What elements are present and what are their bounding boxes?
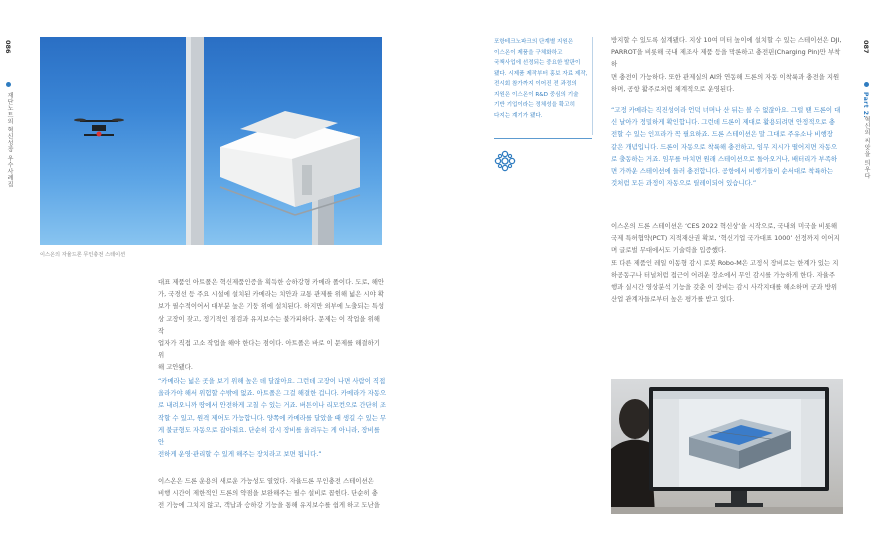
drone-station-photo [40, 37, 382, 245]
left-body-2: 이스온은 드론 운용의 새로운 가능성도 열었다. 자율드론 무인충전 스테이션은 비행 시간이 제한적인 드론의 약점을 보완해주는 필수 설비로 꼽힌다. 단순히 충 전 기능에 그치지 않고, 객납과 승하강 기능을 통해 유지보수를 쉽게 하고 도난을 [158, 477, 380, 510]
sidebar-quote-box [494, 37, 593, 135]
part-title: 혁신의 씨앗을 틔우다 [863, 116, 870, 180]
left-body-1: 대표 제품인 아트폴은 혁신제품인증을 획득한 승하강형 카메라 폴이다. 도로, 해안 가, 국경선 등 주요 시설에 설치된 카메라는 치안과 교통 관제를 위해 넓은 시야 확 보가 필수적이어서 대부분 높은 기둥 위에 설치된다. 하지만 외부에 노출되는 특성 상 고장이 잦고, 정기적인 점검과 유지보수는 불가피하다. 문제는 이 작업을 위해 작 업자가 직접 고소 작업을 해야 한다는 점이다. 아트폴은 바로 이 문제를 해결하기 위 해 고안됐다. [158, 278, 385, 372]
page-number-right: 087 [862, 40, 870, 54]
page-number-left: 086 [4, 40, 12, 54]
right-body-1: 방지할 수 있도록 설계됐다. 지상 10여 미터 높이에 설치할 수 있는 스테이션은 DJI, PARROT을 비롯해 국내 제조사 제품 등을 막론하고 충전핀(Charging Pin)만 부착하 면 충전이 가능하다. 또한 관제실의 AI와 연동해 드론의 자동 이착륙과 충전을 지원 하며, 공항 활주로처럼 체계적으로 운영된다. [611, 36, 842, 93]
sidebar-quote-text: 포항테크노파크의 단계별 지원은 이스온이 제품을 구체화하고 국책사업에 선정되는 중요한 발판이 됐다. 시제품 제작부터 홍보 자료 제작, 전시회 참가까지 이어진 전 과정의 지원은 이스온이 R&D 중심의 기술 기반 기업이라는 정체성을 확고히 다지는 계기가 됐다. [494, 39, 588, 119]
section-dot-left [6, 82, 11, 87]
running-title: 재단노트의 혁신성장 우수사례집 [6, 92, 13, 188]
section-dot-right [864, 82, 869, 87]
right-body-2: 이스온의 드론 스테이션은 ‘CES 2022 혁신상’을 시작으로, 국내외 미국을 비롯해 국제 특허협약(PCT) 지적재산권 확보, ‘혁신기업 국가대표 1000’ 선정까지 이어지 며 글로벌 무대에서도 기술력을 입증했다. 또 다른 제품인 레일 이동형 감시 로봇 Robo-M은 고정식 장비로는 한계가 있는 지 하공동구나 터널처럼 접근이 어려운 장소에서 무인 감시를 가능하게 한다. 자율주 행과 실시간 영상분석 기능을 갖춘 이 장비는 감시 사각지대를 해소하며 군과 방위 산업 관계자들로부터 높은 평가를 받고 있다. [611, 222, 840, 304]
flower-icon [494, 150, 516, 172]
drone-station-illustration [40, 37, 382, 245]
part-label: Part 2. [862, 92, 869, 119]
cad-work-photo [611, 379, 843, 514]
right-quote: “고정 카메라는 직진성이라 언덕 너머나 산 뒤는 볼 수 없잖아요. 그럴 땐 드론이 대 신 날아가 정밀하게 확인합니다. 그런데 드론이 제대로 활용되려면 안정적으로 충 전할 수 있는 인프라가 꼭 필요하죠. 드론 스테이션은 말 그대로 주유소나 비행장 같은 개념입니다. 드론이 자동으로 착륙해 충전하고, 임무 지시가 떨어지면 자동으 로 출동하는 거죠. 임무를 마치면 원래 스테이션으로 돌아오거나, 배터리가 부족하 면 가까운 스테이션에 들러 충전합니다. 공항에서 비행기들이 순서대로 착륙하는 것처럼 모든 과정이 자동으로 릴레이되어 있습니다.” [611, 106, 841, 188]
photo-caption: 이스온의 자율드론 무인충전 스테이션 [40, 252, 126, 258]
left-quote: “카메라는 넓은 곳을 보기 위해 높은 데 달잖아요. 그런데 고장이 나면 사람이 직접 올라가야 해서 위험할 수밖에 없죠. 아트폴은 그걸 해결한 겁니다. 카메라가 자동으 로 내려오니까 땅에서 안전하게 고칠 수 있는 거죠. 버튼이나 리모컨으로 간단히 조 작할 수 있고, 원격 제어도 가능합니다. 양쪽에 카메라를 달았을 때 생길 수 있는 무 게 불균형도 자동으로 잡아줘요. 단순히 감시 장비를 올려두는 게 아니라, 장비를 안 전하게 운영·관리할 수 있게 해주는 장치라고 보면 됩니다.” [158, 377, 387, 459]
sidebar-divider [494, 138, 592, 139]
cad-work-illustration [611, 379, 843, 514]
